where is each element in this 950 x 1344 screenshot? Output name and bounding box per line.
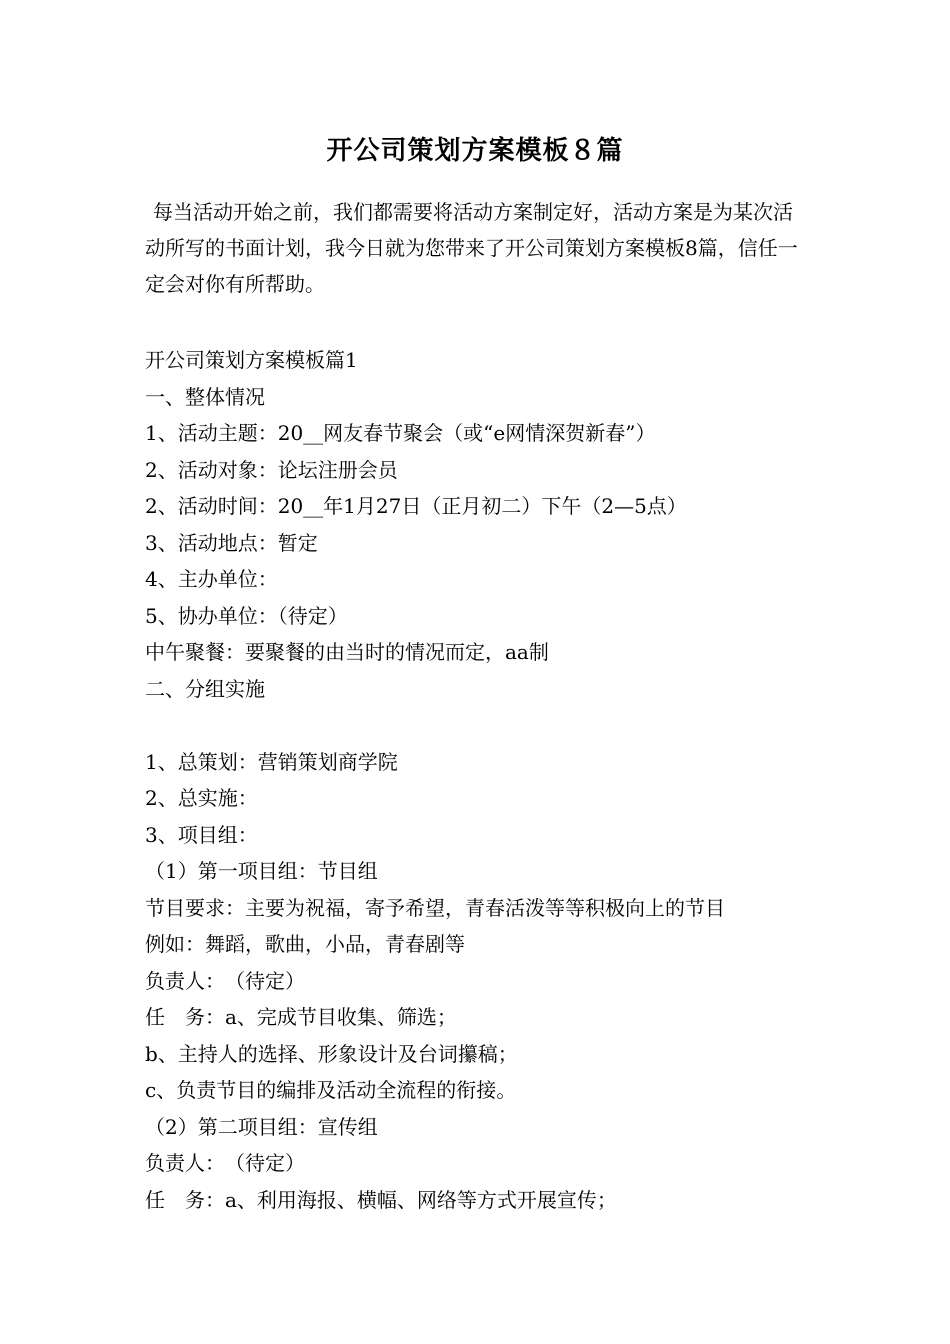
text-line: 4、主办单位： (145, 567, 278, 591)
section-heading: 开公司策划方案模板篇1 (145, 348, 358, 372)
text-line: b、主持人的选择、形象设计及台词攥稿； (145, 1041, 518, 1066)
text-line: 3、活动地点：暂定 (145, 530, 318, 555)
intro-paragraph (145, 194, 810, 302)
text-line: 中午聚餐：要聚餐的由当时的情况而定，aa制 (145, 640, 549, 664)
text-line: 1、总策划：营销策划商学院 (145, 749, 398, 774)
subsection-heading: 一、整体情况 (145, 384, 265, 409)
subsection-heading: 二、分组实施 (145, 676, 265, 701)
document-body (145, 342, 825, 1218)
text-line: 2、活动时间：20__年1月27日（正月初二）下午（2—5点） (145, 494, 687, 518)
text-line: c、负责节目的编排及活动全流程的衔接。 (145, 1078, 517, 1102)
blank-line (145, 707, 825, 744)
text-line: （1）第一项目组：节目组 (145, 859, 378, 883)
text-line: 2、活动对象：论坛注册会员 (145, 457, 398, 482)
text-line: （2）第二项目组：宣传组 (145, 1114, 378, 1139)
text-line: 任 务：a、利用海报、横幅、网络等方式开展宣传； (145, 1187, 617, 1212)
text-line: 负责人： （待定） (145, 1151, 305, 1175)
text-line: 5、协办单位：（待定） (145, 603, 348, 628)
text-line: 节目要求：主要为祝福，寄予希望，青春活泼等等积极向上的节目 (145, 895, 725, 920)
text-line: 例如：舞蹈，歌曲，小品，青春剧等 (145, 932, 465, 956)
text-line: 负责人： （待定） (145, 968, 305, 993)
text-line: 任 务：a、完成节目收集、筛选； (145, 1005, 457, 1029)
document-title: 开公司策划方案模板８篇 (326, 136, 624, 166)
text-line: 3、项目组： (145, 822, 258, 847)
text-line: 1、活动主题：20__网友春节聚会（或“e网情深贺新春”） (145, 421, 656, 445)
text-line: 2、总实施： (145, 786, 258, 810)
intro-text: 每当活动开始之前，我们都需要将活动方案制定好，活动方案是为某次活动所写的书面计划，我今日就为您带来了开公司策划方案模板8篇，信任一定会对你有所帮助。 (145, 200, 798, 296)
